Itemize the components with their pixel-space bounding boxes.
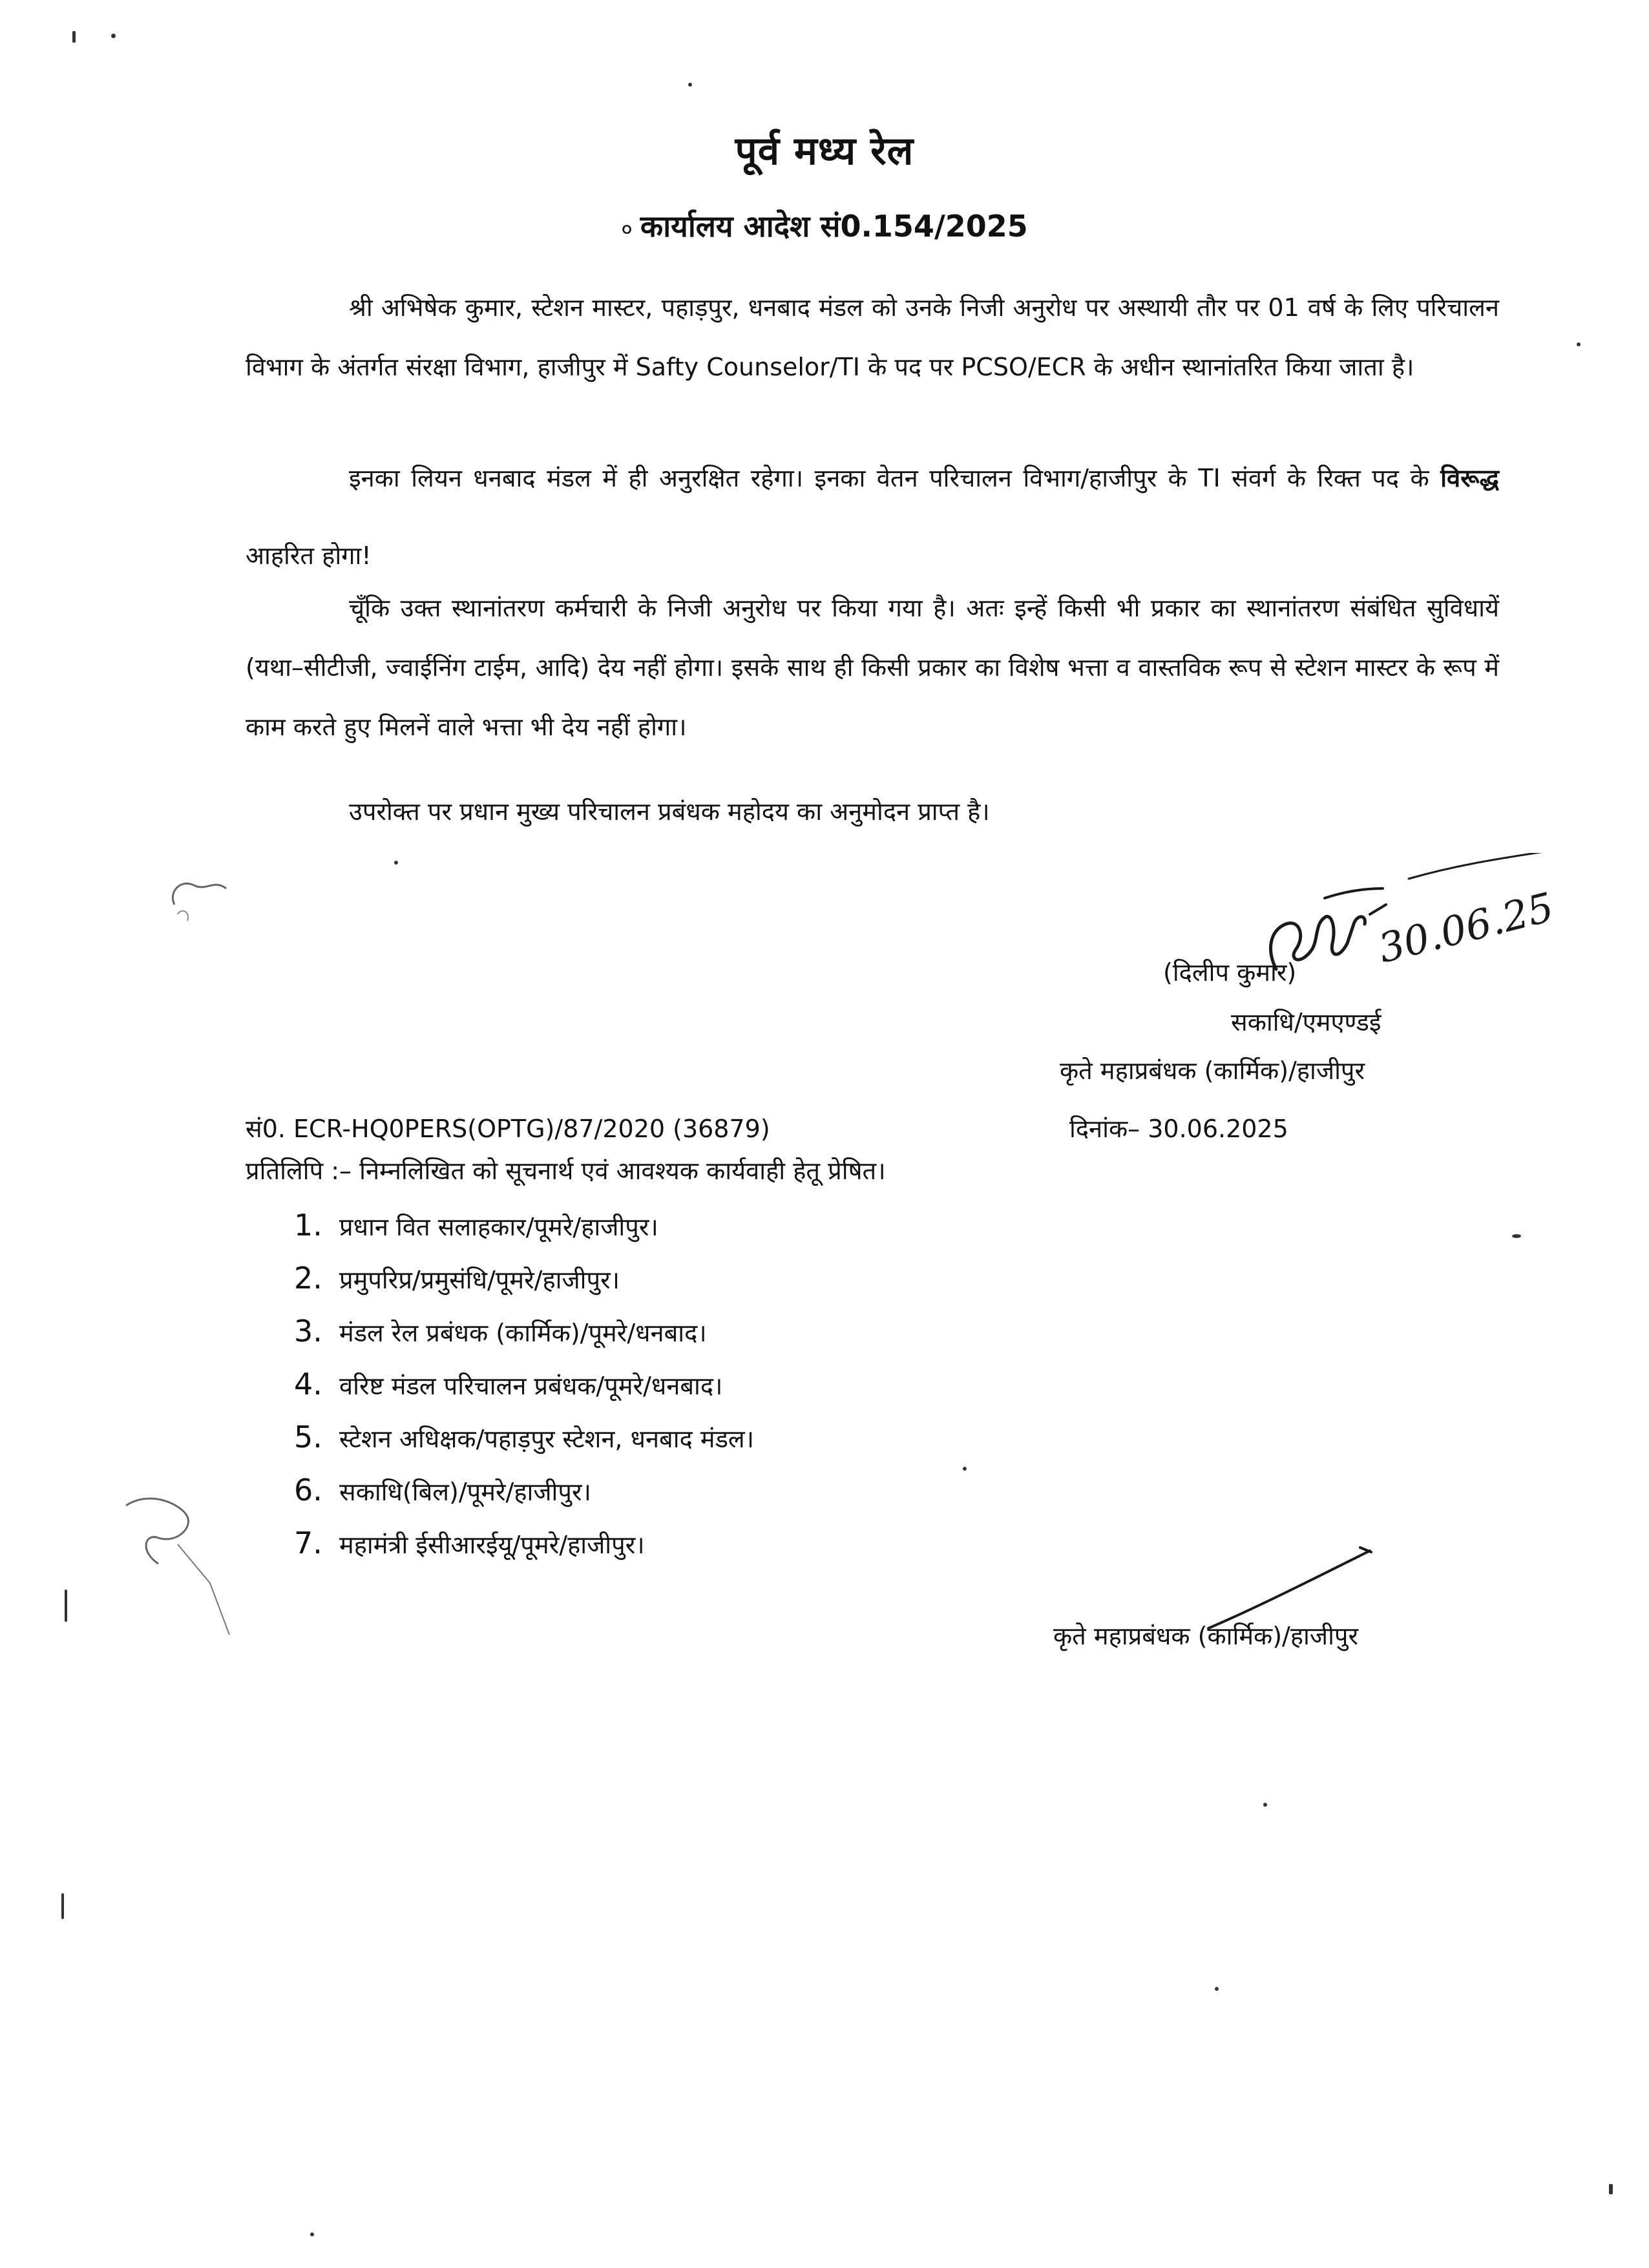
list-item [294, 1464, 754, 1517]
scan-mark [1577, 342, 1581, 346]
list-item-number: 3. [294, 1314, 322, 1349]
scan-mark [1512, 1234, 1521, 1238]
body-paragraph-lien [246, 439, 1499, 594]
lien-text-bold: विरूद्ध [1440, 464, 1500, 492]
list-item-text: वरिष्ट मंडल परिचालन प्रबंधक/पूमरे/धनबाद। [339, 1372, 723, 1400]
page-title: पूर्व मध्य रेल [735, 129, 914, 174]
list-item [294, 1358, 754, 1411]
signatory-designation: सकाधि/एमएण्डई [1231, 1008, 1381, 1036]
list-item-number: 2. [294, 1261, 322, 1296]
list-item-number: 5. [294, 1420, 322, 1454]
scan-mark [394, 861, 398, 865]
scan-mark [1609, 2184, 1613, 2194]
scan-mark [61, 1893, 64, 1919]
scan-mark [1263, 1803, 1267, 1807]
order-prefix-mark: ० [621, 216, 633, 242]
scan-mark [963, 1467, 967, 1471]
signatory-office: कृते महाप्रबंधक (कार्मिक)/हाजीपुर [1060, 1056, 1365, 1085]
body-paragraph-transfer: श्री अभिषेक कुमार, स्टेशन मास्टर, पहाड़पुर, धनबाद मंडल को उनके निजी अनुरोध पर अस्थायी तौर पर 01 वर्ष के लिए परिचालन विभाग के अंतर्गत संरक्षा विभाग, हाजीपुर में Safty Counselor/TI के पद पर PCSO/ECR के अधीन स्थानांतरित किया जाता है। [246, 293, 1499, 381]
scan-smudge [162, 866, 239, 930]
list-item [294, 1517, 754, 1570]
scan-mark [1215, 1987, 1219, 1991]
list-item [294, 1411, 754, 1464]
scan-mark [65, 1590, 67, 1622]
list-item-number: 6. [294, 1473, 322, 1507]
list-item-number: 7. [294, 1526, 322, 1560]
scan-mark [688, 83, 692, 87]
list-item-text: सकाधि(बिल)/पूमरे/हाजीपुर। [339, 1478, 591, 1506]
scan-mark [310, 2232, 314, 2236]
list-item [294, 1199, 754, 1252]
handwritten-date: 30.06.25 [1373, 883, 1559, 972]
lien-text-part2: आहरित होगा! [246, 541, 372, 570]
list-item-text: प्रधान वित सलाहकार/पूमरे/हाजीपुर। [339, 1213, 658, 1241]
footer-office: कृते महाप्रबंधक (कार्मिक)/हाजीपुर [1053, 1622, 1359, 1650]
scan-mark [111, 34, 116, 38]
list-item-text: महामंत्री ईसीआरईयू/पूमरे/हाजीपुर। [339, 1531, 645, 1559]
scan-mark [72, 31, 76, 43]
list-item-number: 1. [294, 1208, 322, 1243]
list-item-text: प्रमुपरिप्र/प्रमुसंधि/पूमरे/हाजीपुर। [339, 1266, 620, 1294]
list-item-number: 4. [294, 1367, 322, 1402]
order-label: कार्यालय आदेश सं0.154/2025 [640, 209, 1028, 244]
reference-date: दिनांक– 30.06.2025 [1069, 1115, 1288, 1143]
list-item [294, 1305, 754, 1358]
body-paragraph-allowances: चूँकि उक्त स्थानांतरण कर्मचारी के निजी अनुरोध पर किया गया है। अतः इन्हें किसी भी प्रकार का स्थानांतरण संबंधित सुविधायें (यथा–सीटीजी, ज्वाईनिंग टाईम, आदि) देय नहीं होगा। इसके साथ ही किसी प्रकार का विशेष भत्ता व वास्तविक रूप से स्टेशन मास्टर के रूप में काम करते हुए मिलनें वाले भत्ता भी देय नहीं होगा। [246, 594, 1499, 741]
signatory-name: (दिलीप कुमार) [1163, 958, 1297, 987]
reference-number: सं0. ECR-HQ0PERS(OPTG)/87/2020 (36879) [246, 1115, 770, 1143]
list-item-text: मंडल रेल प्रबंधक (कार्मिक)/पूमरे/धनबाद। [339, 1319, 707, 1347]
body-paragraph-approval: उपरोक्त पर प्रधान मुख्य परिचालन प्रबंधक महोदय का अनुमोदन प्राप्त है। [349, 797, 990, 826]
copy-to-heading: प्रतिलिपि :– निम्नलिखित को सूचनार्थ एवं आवश्यक कार्यवाही हेतू प्रेषित। [246, 1157, 886, 1185]
lien-text-part1: इनका लियन धनबाद मंडल में ही अनुरक्षित रहेगा। इनका वेतन परिचालन विभाग/हाजीपुर के TI संवर्ग के रिक्त पद के [349, 464, 1441, 492]
office-order-number [0, 205, 1649, 246]
list-item [294, 1252, 754, 1305]
copy-to-list [294, 1199, 754, 1570]
list-item-text: स्टेशन अधिक्षक/पहाड़पुर स्टेशन, धनबाद मंडल। [339, 1425, 755, 1453]
scan-smudge [113, 1486, 242, 1654]
